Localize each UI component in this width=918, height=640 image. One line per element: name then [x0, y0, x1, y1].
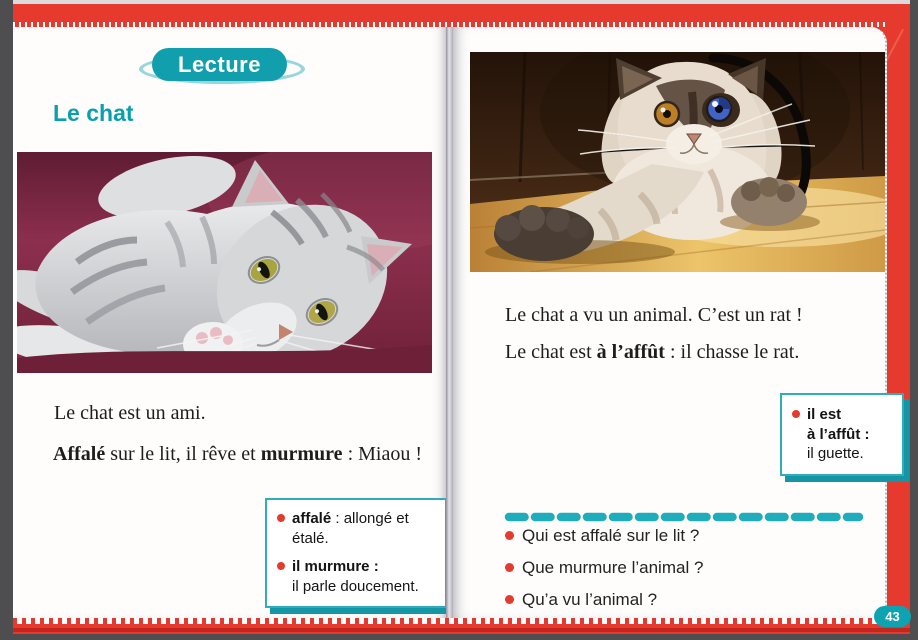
cat-photo-lying	[17, 152, 432, 373]
reading-sentence-3	[505, 304, 803, 327]
bold-word-murmure: murmure	[260, 443, 343, 465]
question-item-2	[505, 558, 703, 578]
vocab-item	[277, 509, 437, 548]
bold-phrase-affut: à l’affût	[596, 341, 665, 363]
red-bullet-icon	[505, 595, 514, 604]
vocab-term: il est	[807, 406, 842, 423]
vocab-item	[277, 557, 437, 596]
book-spine	[446, 27, 453, 618]
vocab-definition: il parle doucement.	[292, 577, 419, 595]
red-bullet-icon	[792, 410, 800, 418]
question-item-3	[505, 590, 657, 610]
reading-sentence-1	[54, 402, 206, 425]
sentence-text: : Miaou !	[342, 443, 422, 465]
reading-sentence-4	[505, 341, 799, 364]
vocab-colon: :	[331, 510, 344, 527]
stitched-edge-bottom	[13, 618, 885, 624]
sentence-text: Le chat a vu un animal. C’est un rat !	[505, 304, 803, 326]
question-text: Qui est affalé sur le lit ?	[522, 526, 700, 545]
sentence-text: Le chat est	[505, 341, 597, 363]
stitched-edge-top	[13, 22, 885, 27]
red-bullet-icon	[505, 563, 514, 572]
left-page	[13, 27, 446, 618]
vocab-colon: :	[369, 558, 379, 575]
reading-sentence-2	[53, 443, 422, 466]
dashed-divider	[503, 509, 865, 519]
sentence-text: : il chasse le rat.	[664, 341, 800, 363]
sentence-text: sur le lit, il rêve et	[105, 443, 261, 465]
cat-lying-illustration	[17, 152, 432, 373]
red-bullet-icon	[505, 531, 514, 540]
sentence-text: Le chat est un ami.	[54, 402, 206, 424]
question-text: Qu’a vu l’animal ?	[522, 590, 658, 609]
cat-reaching-illustration	[470, 52, 885, 272]
red-bullet-icon	[277, 514, 285, 522]
question-item-1	[505, 526, 699, 546]
page-number-badge: 43	[874, 606, 911, 627]
vocab-definition: il guette.	[807, 445, 864, 462]
lecture-badge: Lecture	[152, 48, 287, 81]
bold-word-affale: Affalé	[53, 443, 106, 465]
question-text: Que murmure l’animal ?	[522, 558, 704, 577]
vocab-definition: allongé et étalé.	[292, 510, 409, 547]
dashed-line-icon	[503, 512, 865, 522]
red-bullet-icon	[277, 562, 285, 570]
right-page	[453, 27, 887, 618]
vocab-term: il murmure	[292, 558, 370, 575]
vocab-term: affalé	[292, 510, 332, 527]
vocab-item	[792, 405, 896, 464]
cat-photo-reaching	[470, 52, 885, 272]
vocab-box-right	[780, 393, 904, 476]
vocab-box-left	[265, 498, 447, 608]
cover-bottom-edge	[13, 628, 910, 632]
vocab-term: à l’affût :	[807, 425, 870, 443]
page-title: Le chat	[53, 100, 134, 126]
